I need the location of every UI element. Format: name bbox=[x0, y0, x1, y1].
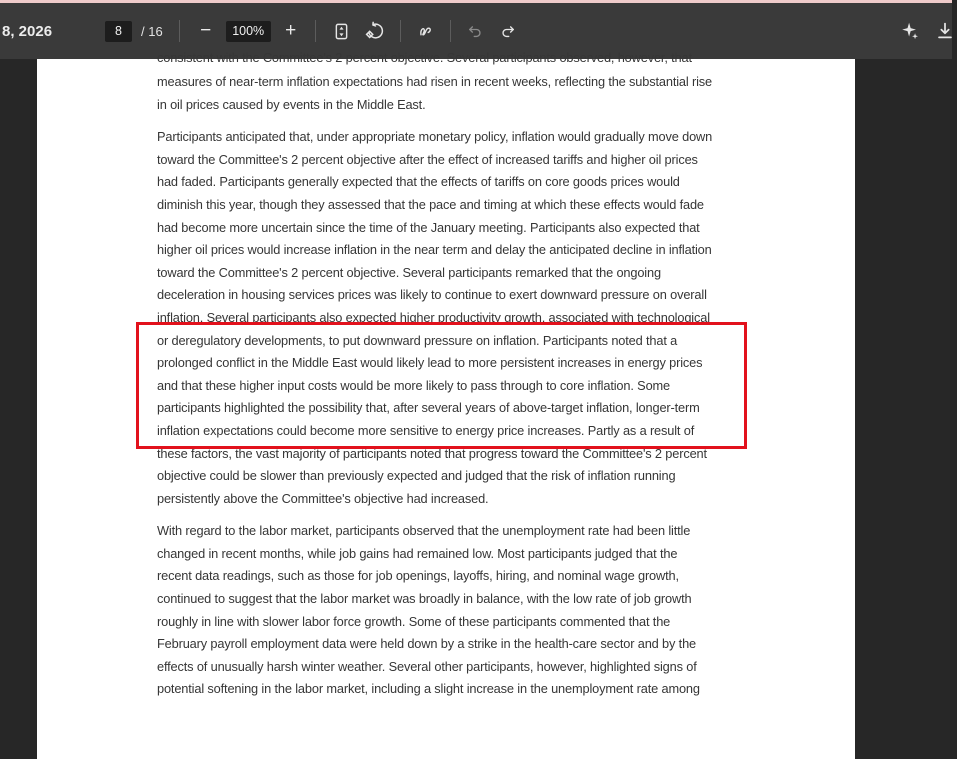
toolbar-divider bbox=[400, 20, 401, 42]
zoom-in-button[interactable]: + bbox=[285, 20, 297, 41]
annotate-button[interactable] bbox=[414, 19, 438, 43]
zoom-out-button[interactable]: − bbox=[200, 20, 212, 41]
text-line: recent data readings, such as those for job openings, layoffs, hiring, and nominal wage growth, bbox=[157, 568, 679, 584]
ink-annotate-icon bbox=[416, 21, 436, 41]
paragraph-2 bbox=[157, 126, 855, 510]
redo-icon bbox=[499, 22, 517, 40]
paragraph-3 bbox=[157, 520, 855, 701]
text-line: and that these higher input costs would be more likely to pass through to core inflation. Some bbox=[157, 377, 671, 393]
toolbar-divider bbox=[450, 20, 451, 42]
text-line: prolonged conflict in the Middle East would likely lead to more persistent increases in energy prices bbox=[157, 355, 703, 371]
text-line: effects of unusually harsh winter weather. Several other participants, however, highlighted signs of bbox=[157, 658, 697, 674]
rotate-counterclockwise-icon bbox=[365, 21, 385, 41]
document-title: 8, 2026 bbox=[2, 22, 53, 40]
toolbar-divider bbox=[179, 20, 180, 42]
text-line: continued to suggest that the labor market was broadly in balance, with the low rate of job growth bbox=[157, 591, 692, 607]
text-line: measures of near-term inflation expectations had risen in recent weeks, reflecting the substantial rise bbox=[157, 74, 713, 89]
text-line: participants highlighted the possibility that, after several years of above-target inflation, longer-term bbox=[157, 400, 700, 416]
page-number-input[interactable]: 8 bbox=[105, 21, 132, 42]
download-button[interactable] bbox=[933, 19, 957, 43]
text-line: roughly in line with slower labor force growth. Some of these participants commented that the bbox=[157, 613, 671, 629]
undo-button[interactable] bbox=[463, 19, 487, 43]
redo-button[interactable] bbox=[496, 19, 520, 43]
sparkle-ai-icon bbox=[899, 20, 921, 42]
zoom-level-input[interactable]: 100% bbox=[226, 21, 271, 42]
fit-to-page-button[interactable] bbox=[330, 19, 354, 43]
text-line: deceleration in housing services prices was likely to continue to exert downward pressure on overall bbox=[157, 287, 707, 303]
fit-to-page-icon bbox=[332, 22, 351, 41]
text-line: objective could be slower than previously expected and judged that the risk of inflation running bbox=[157, 468, 676, 484]
text-line: these factors, the vast majority of participants noted that progress toward the Committee's 2 percent bbox=[157, 445, 707, 461]
download-icon bbox=[934, 20, 956, 42]
text-line: Participants anticipated that, under appropriate monetary policy, inflation would gradually move down bbox=[157, 129, 713, 145]
text-line: in oil prices caused by events in the Middle East. bbox=[157, 96, 426, 112]
text-line: had faded. Participants generally expected that the effects of tariffs on core goods prices would bbox=[157, 174, 680, 190]
text-line: or deregulatory developments, to put downward pressure on inflation. Participants noted that a bbox=[157, 332, 678, 348]
page-count-label: / 16 bbox=[141, 23, 163, 39]
text-line: inflation expectations could become more sensitive to energy price increases. Partly as a result of bbox=[157, 422, 695, 438]
highlight-annotation[interactable] bbox=[136, 322, 747, 449]
text-line: had become more uncertain since the time of the January meeting. Participants also expected that bbox=[157, 219, 700, 235]
text-line: diminish this year, though they assessed that the pace and timing at which these effects would fade bbox=[157, 196, 704, 212]
text-line: February payroll employment data were held down by a strike in the health-care sector and by the bbox=[157, 636, 697, 652]
text-line: changed in recent months, while job gains had remained low. Most participants judged that the bbox=[157, 545, 678, 561]
text-line: inflation. Several participants also expected higher productivity growth, associated with technological bbox=[157, 309, 710, 325]
text-line: potential softening in the labor market, including a slight increase in the unemployment rate among bbox=[157, 681, 700, 697]
text-line: higher oil prices would increase inflation in the near term and delay the anticipated decline in inflation bbox=[157, 242, 712, 258]
text-line: toward the Committee's 2 percent objective. Several participants remarked that the ongoing bbox=[157, 264, 661, 280]
clipped-paragraph bbox=[157, 50, 855, 71]
text-line: With regard to the labor market, participants observed that the unemployment rate had been little bbox=[157, 523, 691, 539]
ai-assistant-button[interactable] bbox=[898, 19, 922, 43]
paragraph-1 bbox=[157, 71, 855, 116]
text-line: toward the Committee's 2 percent objective after the effect of increased tariffs and higher oil prices bbox=[157, 151, 698, 167]
rotate-button[interactable] bbox=[363, 19, 387, 43]
text-line: persistently above the Committee's objective had increased. bbox=[157, 490, 489, 506]
undo-icon bbox=[466, 22, 484, 40]
toolbar-divider bbox=[315, 20, 316, 42]
text-line: consistent with the Committee's 2 percent objective. Several participants observed, however, that bbox=[157, 50, 692, 65]
